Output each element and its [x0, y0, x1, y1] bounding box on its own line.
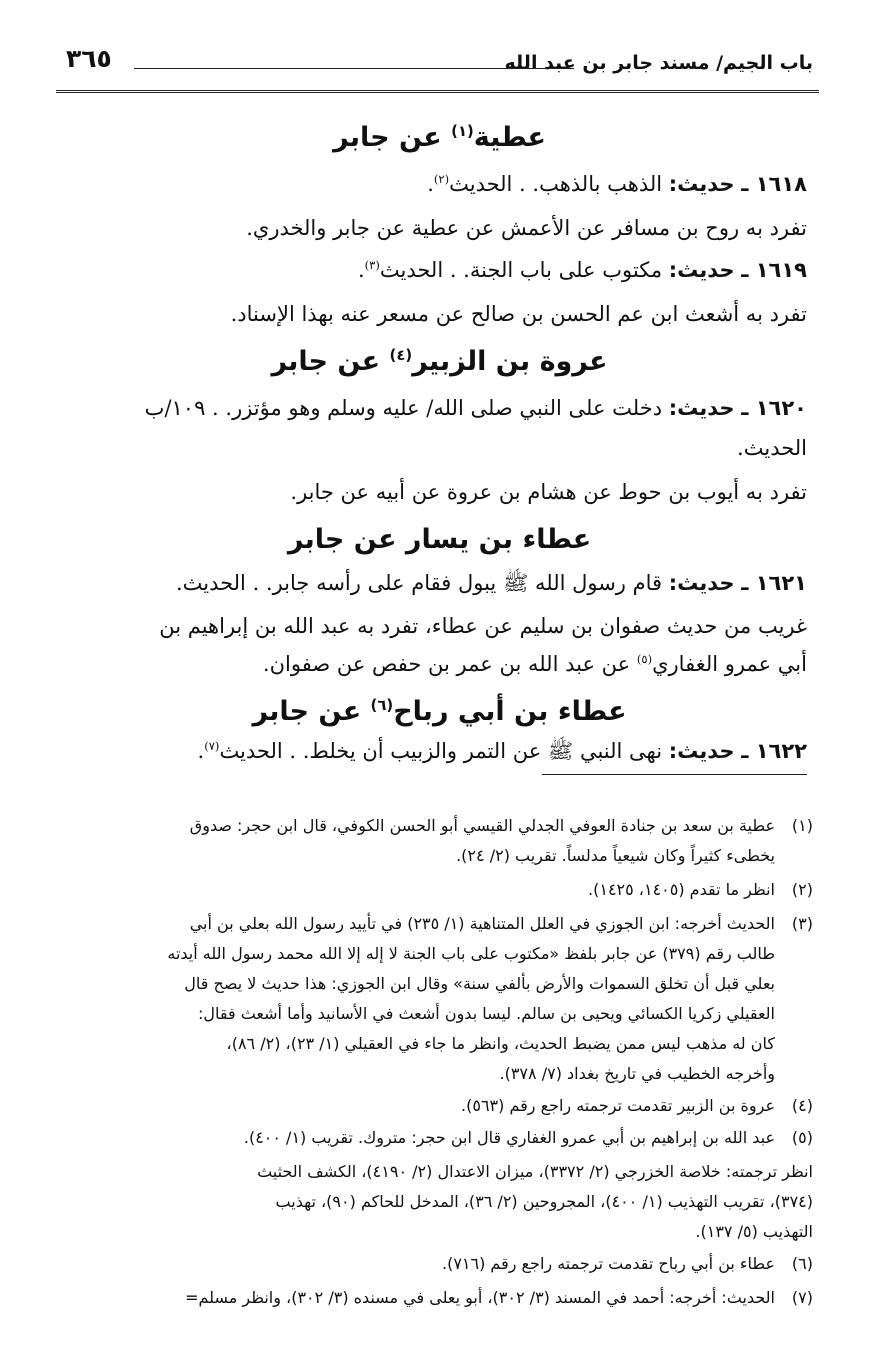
footnote-3-line6: وأخرجه الخطيب في تاريخ بغداد (٧/ ٣٧٨). — [499, 1064, 775, 1083]
footnote-number-2: (٢) — [791, 880, 813, 899]
footnote-1-line2: يخطىء كثيراً وكان شيعياً مدلساً. تقريب (٢/ ٢٤). — [456, 846, 775, 865]
hadith-entry-1618: ١٦١٨ ـ حديث: الذهب بالذهب. . الحديث$^{(٢)}$. — [427, 172, 807, 196]
footnote-6-line1: عطاء بن أبي رباح تقدمت ترجمته راجع رقم (٧١٦). — [441, 1254, 775, 1273]
footnote-number-7: (٧) — [791, 1288, 813, 1307]
hadith-note-1618: تفرد به روح بن مسافر عن الأعمش عن عطية عن جابر والخدري. — [246, 216, 807, 240]
footnote-5-line3: (٣٧٤)، تقريب التهذيب (١/ ٤٠٠)، المجروحين (٢/ ٣٦)، المدخل للحاكم (٩٠)، تهذيب — [275, 1192, 813, 1211]
hadith-entry-1619: ١٦١٩ ـ حديث: مكتوب على باب الجنة. . الحديث$^{(٣)}$. — [357, 258, 807, 282]
hadith-note-1619: تفرد به أشعث ابن عم الحسن بن صالح عن مسعر عنه بهذا الإسناد. — [230, 302, 807, 326]
running-header-title: باب الجيم/ مسند جابر بن عبد الله — [504, 52, 813, 74]
section-heading-atiyyah: عطية$^{(١)}$ عن جابر — [333, 122, 546, 153]
footnote-4-line1: عروة بن الزبير تقدمت ترجمته راجع رقم (٥٦٣). — [461, 1096, 775, 1115]
footnote-3-line5: كان له مذهب ليس ممن يضبط الحديث، وانظر ما جاء في العقيلي (١/ ٢٣)، (٢/ ٨٦)، — [226, 1034, 775, 1053]
footnote-7-line1: الحديث: أخرجه: أحمد في المسند (٣/ ٣٠٢)، أبو يعلى في مسنده (٣/ ٣٠٢)، وانظر مسلم= — [185, 1288, 775, 1307]
footnote-3-line4: العقيلي زكريا الكسائي ويحيى بن سالم. ليسا بدون أشعث في الأسانيد وأما أشعث فقال: — [197, 1004, 775, 1023]
footnote-2-line1: انظر ما تقدم (١٤٠٥، ١٤٢٥). — [588, 880, 775, 899]
section-heading-urwah: عروة بن الزبير$^{(٤)}$ عن جابر — [271, 346, 608, 377]
hadith-entry-1620: ١٦٢٠ ـ حديث: دخلت على النبي صلى الله/ عليه وسلم وهو مؤتزر. . ١٠٩/ب — [144, 396, 807, 420]
footnote-5-line4: التهذيب (٥/ ١٣٧). — [695, 1222, 813, 1241]
hadith-entry-1622: ١٦٢٢ ـ حديث: نهى النبي ﷺ عن التمر والزبيب أن يخلط. . الحديث$^{(٧)}$. — [197, 739, 807, 763]
footnote-number-3: (٣) — [791, 914, 813, 933]
hadith-note-1621-line1: غريب من حديث صفوان بن سليم عن عطاء، تفرد به عبد الله بن إبراهيم بن — [159, 614, 807, 638]
section-heading-ata-yasar: عطاء بن يسار عن جابر — [287, 524, 592, 555]
footnote-1-line1: عطية بن سعد بن جنادة العوفي الجدلي القيسي أبو الحسن الكوفي، قال ابن حجر: صدوق — [189, 816, 775, 835]
footnote-5-line1: عبد الله بن إبراهيم بن أبي عمرو الغفاري قال ابن حجر: متروك. تقريب (١/ ٤٠٠). — [243, 1128, 775, 1147]
footnote-number-1: (١) — [791, 816, 813, 835]
section-heading-ata-abi-rabah: عطاء بن أبي رباح$^{(٦)}$ عن جابر — [252, 696, 627, 727]
footnote-number-4: (٤) — [791, 1096, 813, 1115]
hadith-entry-1620-cont: الحديث. — [737, 436, 807, 460]
hadith-note-1621-line2: أبي عمرو الغفاري$^{(٥)}$ عن عبد الله بن عمر بن حفص عن صفوان. — [262, 652, 807, 676]
hadith-note-1620: تفرد به أيوب بن حوط عن هشام بن عروة عن أبيه عن جابر. — [290, 480, 807, 504]
footnote-3-line1: الحديث أخرجه: ابن الجوزي في العلل المتناهية (١/ ٢٣٥) في تأييد رسول الله بعلي بن أبي — [189, 914, 775, 933]
hadith-entry-1621: ١٦٢١ ـ حديث: قام رسول الله ﷺ يبول فقام على رأسه جابر. . الحديث. — [175, 571, 807, 595]
footnote-number-6: (٦) — [791, 1254, 813, 1273]
footnote-3-line2: طالب رقم (٣٧٩) عن جابر بلفظ «مكتوب على باب الجنة لا إله إلا الله محمد رسول الله أيدته — [167, 944, 775, 963]
footnote-3-line3: بعلي قبل أن تخلق السموات والأرض بألفي سنة» وقال ابن الجوزي: هذا حديث لا يصح قال — [184, 974, 775, 993]
page-number: ٣٦٥ — [66, 44, 112, 73]
footnote-separator — [542, 774, 807, 775]
footnote-5-line2: انظر ترجمته: خلاصة الخزرجي (٢/ ٣٣٧٢)، ميزان الاعتدال (٢/ ٤١٩٠)، الكشف الحثيث — [257, 1162, 813, 1181]
header-rule — [56, 90, 819, 93]
header-line — [134, 68, 574, 69]
footnote-number-5: (٥) — [791, 1128, 813, 1147]
